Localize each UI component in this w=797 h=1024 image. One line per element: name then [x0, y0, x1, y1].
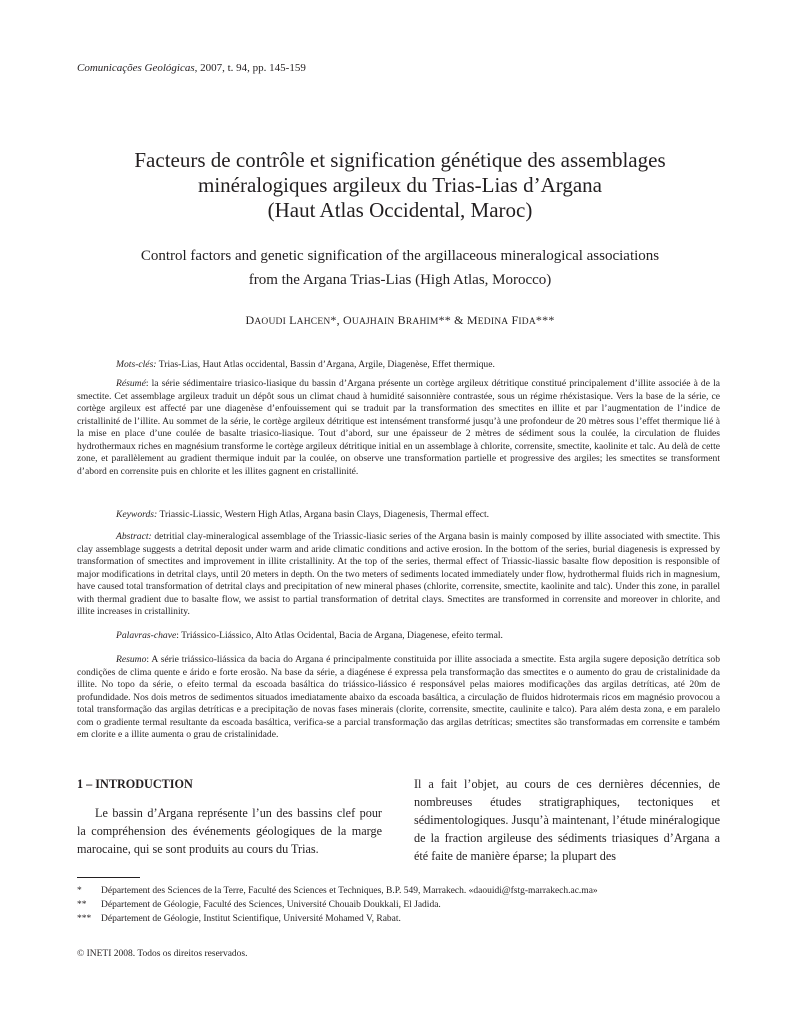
keywords-paragraph: Keywords: Triassic-Liassic, Western High Atlas, Argana basin Clays, Diagenesis, Thermal effect.	[116, 509, 490, 520]
article-subtitle	[60, 244, 740, 292]
section-heading: 1 – INTRODUCTION	[77, 777, 193, 791]
footnote-text: Département de Géologie, Institut Scientifique, Université Mohamed V, Rabat.	[101, 914, 401, 924]
resume-paragraph: Résumé: la série sédimentaire triasico-liasique du bassin d’Argana présente un cortège argileux détritique constitué principalement d’illite associée à de la smectite. Cet assemblage argileux traduit un dépôt sous un climat chaud à humidité saisonnière contrastée, sous un régime rhéxistasique. Vers la base de la série, ce cortège argileux est affecté par une diagenèse d’enfouissement qui se traduit par la transformation des smectites en illite et par l’augmentation de l’indice de cristallinité de l’illite. Au sommet de la série, le cortège argileux détritique est intensément transformé jusqu’à une profondeur de 20 mètres sous l’effet thermique lié à la mise en place d’une coulée de basalte triasico-liasique. Tout d’abord, sur une épaisseur de 2 mètres de sédiment sous la coulée, la circulation de fluides hydrothermaux riches en magnésium transforme le cortège argileux détritique initial en un assemblage à chlorite, corrensite, smectite, kaolinite et talc. Au delà de cette zone, et parallèlement au gradient thermique induit par la coulée, on observe une transformation partielle et progressive des argiles; les smectites se transforment d’abord en corrensite puis en chlorite et les illites gagnent en cristallinité.	[77, 378, 720, 477]
copyright-notice: © INETI 2008. Todos os direitos reservados.	[77, 949, 248, 959]
footnote-text: Département de Géologie, Faculté des Sciences, Université Chouaib Doukkali, El Jadida.	[101, 900, 441, 910]
body-column-right	[414, 775, 720, 865]
title-line-3: (Haut Atlas Occidental, Maroc)	[267, 198, 533, 222]
citation-details: , 2007, t. 94, pp. 145-159	[194, 62, 306, 74]
body-paragraph-right: Il a fait l’objet, au cours de ces dernières décennies, de nombreuses études stratigraphiques, tectoniques et sédimentologiques. Jusqu’à maintenant, l’étude minéralogique de la fraction argileuse des sédiments triasiques d’Argana a été faite de manière éparse; la plupart des	[414, 777, 720, 863]
abstract-paragraph: Abstract: detritial clay-mineralogical assemblage of the Triassic-liasic series of the Argana basin is mainly composed by illite associated with smectite. This clay assemblage suggests a detrital deposit under warm and aride climatic conditions and active erosion. In the bottom of the series, burial diagenesis is expressed by transformation of smectites and improvement in illite cristallinity. At the top of the series, thermal effect of Triassic-liassic basalte flow deposition is responsible of major modifications in detrital clays, until 20 meters in depth. On the two meters of sediments located immediately under flow, hydrothermal fluids rich in magnesium, have caused total transformation of detrital clays and precipitation of new mineral phases (chlorite, corrensite, smectite, kaolinite and talc). Under this zone, in parallel with thermal gradient due to basalte flow, we assist to partial transformation of detrital clays. Smectites are transformed in corrensite and moreover in chlorite, and illite increases in cristallinity.	[77, 531, 720, 617]
author-list: DAOUDI LAHCEN*, OUAJHAIN BRAHIM** & MEDINA FIDA***	[245, 313, 555, 327]
journal-name: Comunicações Geológicas	[77, 62, 195, 74]
title-line-1: Facteurs de contrôle et signification génétique des assemblages	[134, 148, 666, 172]
journal-citation	[77, 62, 306, 74]
title-line-2: minéralogiques argileux du Trias-Lias d’Argana	[198, 173, 602, 197]
footnote-divider	[77, 877, 140, 878]
body-column-left	[77, 775, 382, 858]
footnote-mark: *	[77, 886, 82, 896]
mots-cles-paragraph: Mots-clés: Trias-Lias, Haut Atlas occidental, Bassin d’Argana, Argile, Diagenèse, Effet thermique.	[116, 359, 495, 370]
palavras-chave-paragraph: Palavras-chave: Triássico-Liássico, Alto Atlas Ocidental, Bacia de Argana, Diagenese, efeito termal.	[116, 630, 503, 641]
footnote-mark: ***	[77, 914, 92, 924]
article-title	[60, 148, 740, 223]
resumo-paragraph: Resumo: A série triássico-liássica da bacia do Argana é principalmente constituida por illite associada a smectite. Esta argila sugere deposição detrítica sob condições de clima quente e árido e forte erosão. Na base da série, a diagénese é expressa pela transformação das smectites e o aumento do grau de cristalinidade da illite. No topo da série, o efeito termal da escoada basáltica do triássico-liássico é responsável pelas maiores modificações das argilas detríticas, até 20m de profundidade. Nos dois metros de sedimentos situados imediatamente abaixo da escoada basáltica, a circulação de fluidos hidrotermais ricos em magnésio provocou a total transformação das argilas detríticas e a precipitação de novas fases minerais (clorite, corrensite, smectite, caulinite e talco). Para além desta zona, e em paralelo com o gradiente termal resultante da escoada basáltica, verifica-se a parcial transformação das argilas detríticas; smectites são transformadas em corrensite e também em clorite e a illite aumenta o grau de cristalinidade.	[77, 654, 720, 740]
footnote-text: Département des Sciences de la Terre, Faculté des Sciences et Techniques, B.P. 549, Marrakech. «daouidi@fstg-marrakech.ac.ma»	[101, 886, 598, 896]
subtitle-line-2: from the Argana Trias-Lias (High Atlas, Morocco)	[248, 272, 552, 288]
subtitle-line-1: Control factors and genetic signification of the argillaceous mineralogical associations	[140, 248, 660, 264]
footnote-mark: **	[77, 900, 87, 910]
body-paragraph-left: Le bassin d’Argana représente l’un des bassins clef pour la compréhension des événements géologiques de la marge marocaine, qui se sont produits au cours du Trias.	[77, 806, 382, 856]
